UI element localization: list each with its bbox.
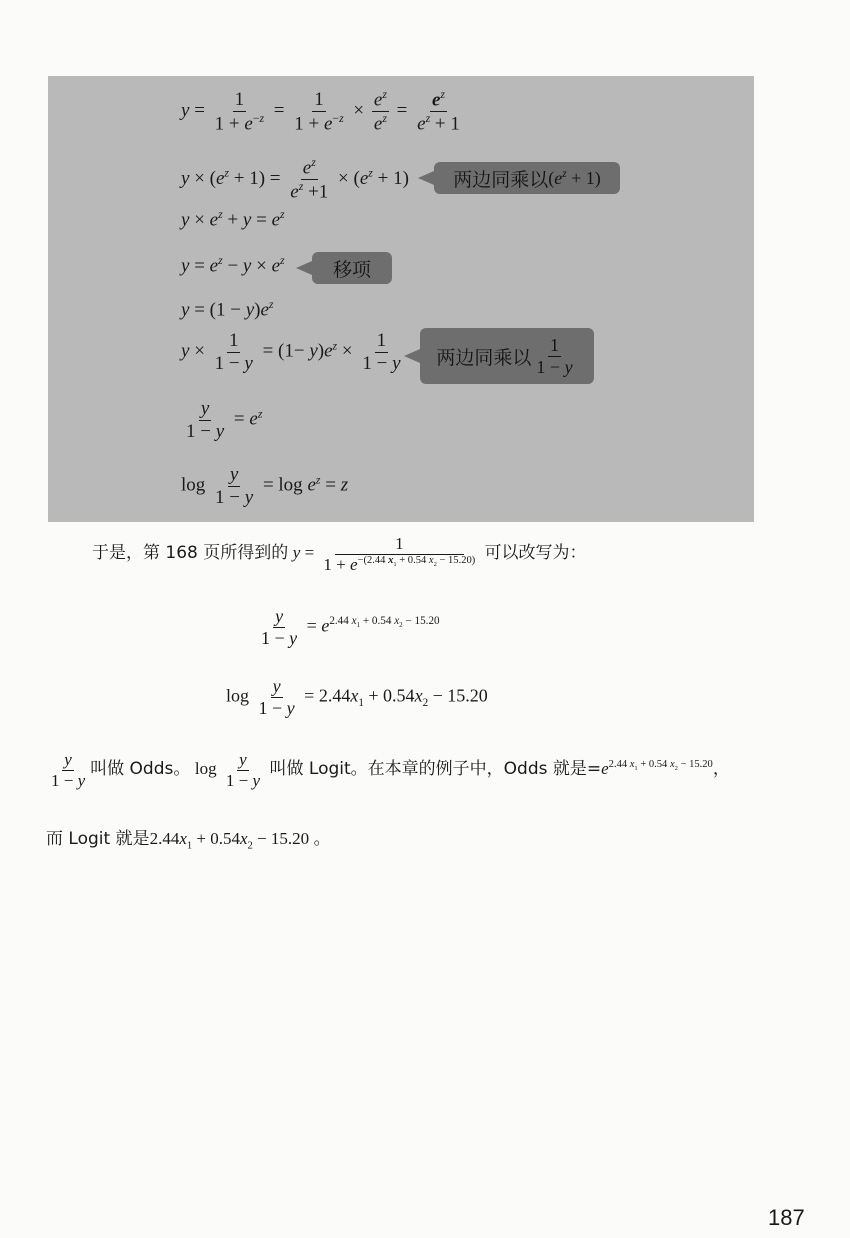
equation-line-7: $\frac{y}{1 - y}$ = $e^z$	[186, 398, 263, 442]
equation-line-1: y = $\frac{1}{1 + e^{-z}}$ = $\frac{1}{1 + e^{-z}}$ × $\frac{e^z}{e^z}$ = $\frac{e^z}{e^z + 1}$	[181, 88, 460, 135]
paragraph-logit: 而 Logit 就是$2.44x_1 + 0.54x_2 - 15.20$ 。	[46, 829, 331, 852]
odds-label: 叫做 Odds。	[90, 758, 191, 779]
paragraph-logit-prefix: 而 Logit 就是	[46, 829, 150, 849]
logit-label: 叫做 Logit。在本章的例子中，Odds 就是=	[269, 758, 602, 779]
odds-equation: $\frac{y}{1 - y}$ = $e^{2.44 x_1 + 0.54 x_2 - 15.20}$	[261, 606, 440, 648]
paragraph-intro: 于是，第 168 页所得到的 y = $\frac{1}{1 + e^{-(2.44 x_1 + 0.54 x_2 - 15.20)}}$ 可以改写为：	[92, 534, 587, 574]
paragraph-intro-prefix: 于是，第 168 页所得到的	[92, 542, 289, 563]
logit-equation: log $\frac{y}{1 - y}$ = $2.44x_1 + 0.54x_2 - 15.20$	[226, 676, 488, 718]
equation-line-4: $y = e^z - y \times e^z$	[181, 254, 285, 277]
equation-line-3: $y \times e^z + y = e^z$	[181, 208, 285, 231]
callout-move: 移项	[312, 252, 392, 284]
callout-multiply-2: 两边同乘以 $\frac{1}{1 - y}$	[420, 328, 594, 384]
equation-line-2: $y \times (e^z + 1)$ = $\frac{e^z}{e^z +1}$ × $(e^z + 1)$	[181, 156, 409, 203]
callout-multiply: 两边同乘以 $(e^z + 1)$	[434, 162, 620, 194]
derivation-box	[48, 76, 754, 522]
page-number: 187	[768, 1205, 805, 1230]
equation-line-6: y × $\frac{1}{1 - y}$ = $(1- y)e^z$ × $\frac{1}{1 - y}$	[181, 330, 401, 374]
equation-line-8: log $\frac{y}{1 - y}$ = $\log e^z = z$	[181, 464, 349, 508]
paragraph-odds-logit: $\frac{y}{1 - y}$ 叫做 Odds。 log $\frac{y}{1 - y}$ 叫做 Logit。在本章的例子中，Odds 就是$=e^{2.44 x_1 + 0.54 x_2 - 15.20}$，	[51, 750, 730, 790]
equation-line-5: $y = (1 - y)e^z$	[181, 298, 274, 321]
paragraph-intro-suffix: 可以改写为：	[484, 542, 587, 563]
